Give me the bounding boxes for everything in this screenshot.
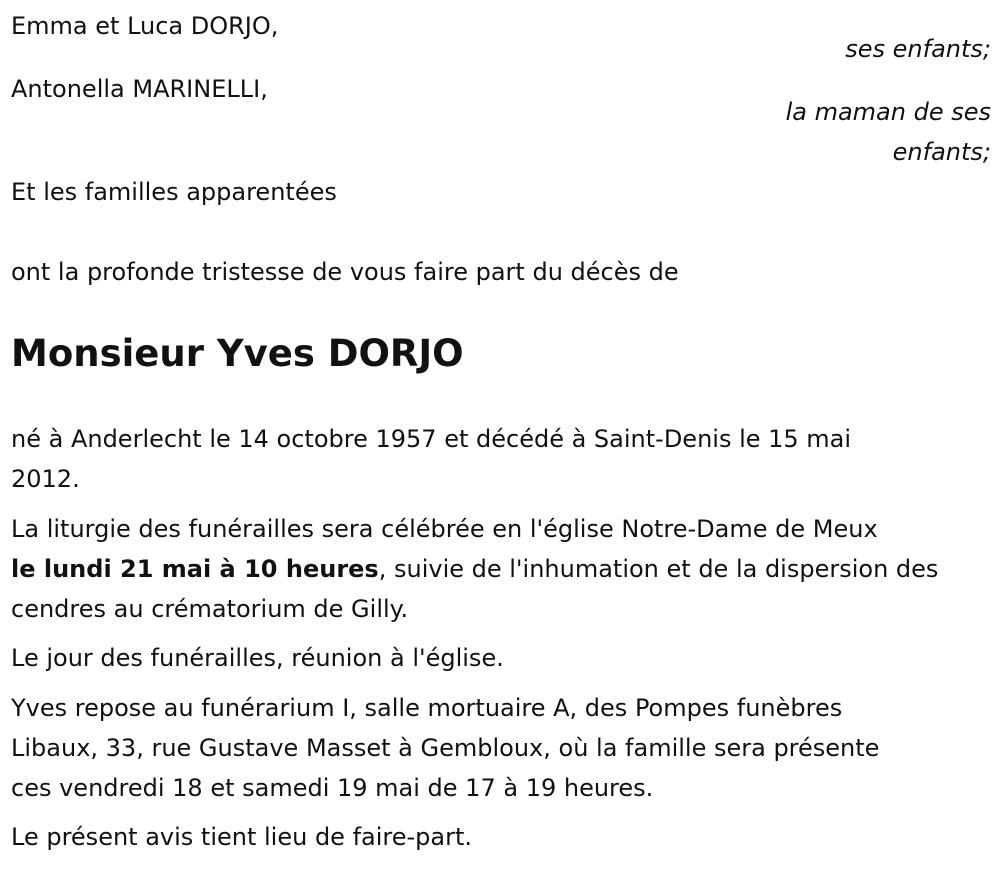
liturgy-line-1: La liturgie des funérailles sera célébrée en l'église Notre-Dame de Meux — [11, 515, 878, 543]
reunion-line: Le jour des funérailles, réunion à l'église. — [11, 644, 504, 672]
liturgy-line-2-rest: , suivie de l'inhumation et de la dispersion des — [378, 555, 939, 583]
repose-line-3: ces vendredi 18 et samedi 19 mai de 17 à 19 heures. — [11, 774, 654, 802]
liturgy-paragraph — [11, 509, 991, 629]
repose-paragraph — [11, 688, 991, 808]
family-member-relation: ses enfants; — [845, 35, 991, 63]
family-member-name: Antonella MARINELLI, — [11, 75, 268, 103]
family-member-name: Emma et Luca DORJO, — [11, 12, 279, 40]
birth-death-paragraph — [11, 419, 991, 499]
announcement-line: ont la profonde tristesse de vous faire part du décès de — [11, 258, 679, 286]
family-member-relation: la maman de ses — [785, 98, 991, 126]
relatives-line: Et les familles apparentées — [11, 178, 337, 206]
birth-death-line-2: 2012. — [11, 465, 80, 493]
closing-line: Le présent avis tient lieu de faire-part. — [11, 823, 473, 851]
repose-line-1: Yves repose au funérarium I, salle mortuaire A, des Pompes funèbres — [11, 694, 843, 722]
liturgy-line-2 — [11, 549, 991, 589]
deceased-name: Monsieur Yves DORJO — [11, 332, 464, 375]
family-member-relation: enfants; — [892, 138, 991, 166]
liturgy-line-3: cendres au crématorium de Gilly. — [11, 595, 409, 623]
funeral-date: le lundi 21 mai à 10 heures — [11, 555, 379, 583]
birth-death-line-1: né à Anderlecht le 14 octobre 1957 et décédé à Saint-Denis le 15 mai — [11, 425, 852, 453]
repose-line-2: Libaux, 33, rue Gustave Masset à Gembloux, où la famille sera présente — [11, 734, 880, 762]
